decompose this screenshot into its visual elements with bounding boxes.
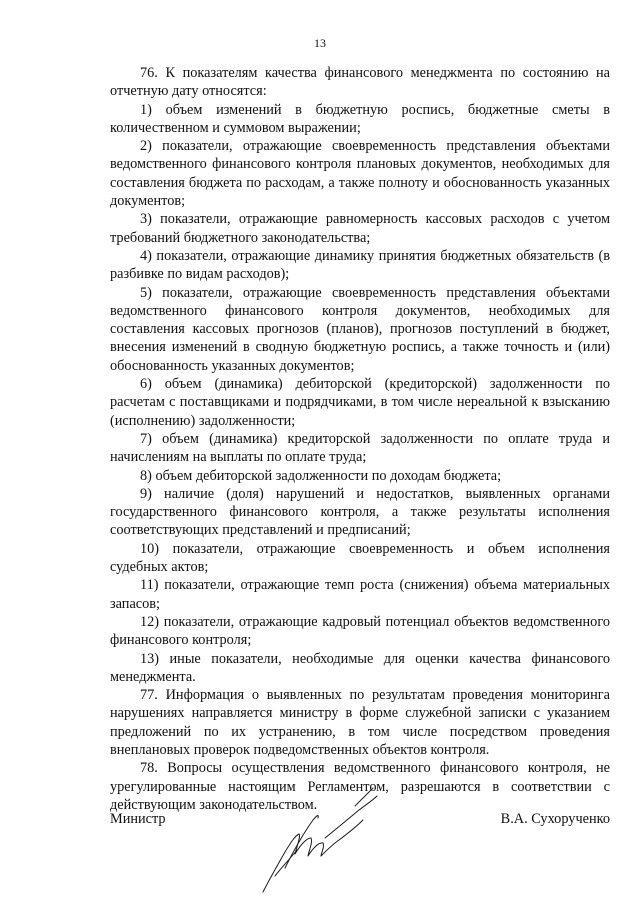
list-item-5: 5) показатели, отражающие своевременность представления объектами ведомственного финансового контроля документов, необходимых для составления кассовых прогнозов (планов), прогнозов поступлений в бюджет, внесения изменений в сводную бюджетную роспись, а также точность и (или) обоснованность указанных документов; — [110, 284, 610, 374]
list-item-2: 2) показатели, отражающие своевременность представления объектами ведомственного финансового контроля плановых документов, необходимых для составления бюджета по расходам, а также полноту и обоснованность указанных документов; — [110, 138, 610, 210]
list-item-6: 6) объем (динамика) дебиторской (кредиторской) задолженности по расчетам с поставщиками и подрядчиками, в том числе нереальной к взысканию (исполнению) задолженности; — [110, 376, 610, 429]
paragraph-78: 78. Вопросы осуществления ведомственного финансового контроля, не урегулированные настоящим Регламентом, разрешаются в соответствии с действующим законодательством. — [110, 760, 610, 813]
handwritten-signature — [255, 780, 385, 895]
signatory-role: Министр — [110, 811, 166, 827]
list-item-13: 13) иные показатели, необходимые для оценки качества финансового менеджмента. — [110, 650, 610, 685]
paragraph-76: 76. К показателям качества финансового менеджмента по состоянию на отчетную дату относятся: — [110, 65, 610, 100]
list-item-10: 10) показатели, отражающие своевременность и объем исполнения судебных актов; — [110, 540, 610, 576]
list-item-11: 11) показатели, отражающие темп роста (снижения) объема материальных запасов; — [110, 577, 610, 612]
list-item-8: 8) объем дебиторской задолженности по доходам бюджета; — [140, 467, 502, 484]
list-item-3: 3) показатели, отражающие равномерность кассовых расходов с учетом требований бюджетного законодательства; — [110, 211, 610, 246]
list-item-12: 12) показатели, отражающие кадровый потенциал объектов ведомственного финансового контроля; — [110, 613, 610, 649]
paragraph-77: 77. Информация о выявленных по результатам проведения мониторинга нарушениях направляется министру в форме служебной записки с указанием предложений по их устранению, в том числе посредством проведения внеплановых проверок подведомственных объектов контроля. — [110, 687, 610, 758]
signatory-name: В.А. Сухорученко — [500, 811, 610, 827]
list-item-9: 9) наличие (доля) нарушений и недостатков, выявленных органами государственного финансового контроля, а также результаты исполнения соответствующих представлений и предписаний; — [110, 485, 610, 539]
list-item-1: 1) объем изменений в бюджетную роспись, бюджетные сметы в количественном и суммовом выражении; — [110, 101, 610, 136]
document-body — [110, 64, 610, 814]
list-item-7: 7) объем (динамика) кредиторской задолженности по оплате труда и начислениям на выплаты по оплате труда; — [110, 430, 610, 466]
list-item-4: 4) показатели, отражающие динамику принятия бюджетных обязательств (в разбивке по видам расходов); — [110, 247, 610, 283]
page-number: 13 — [314, 36, 326, 50]
